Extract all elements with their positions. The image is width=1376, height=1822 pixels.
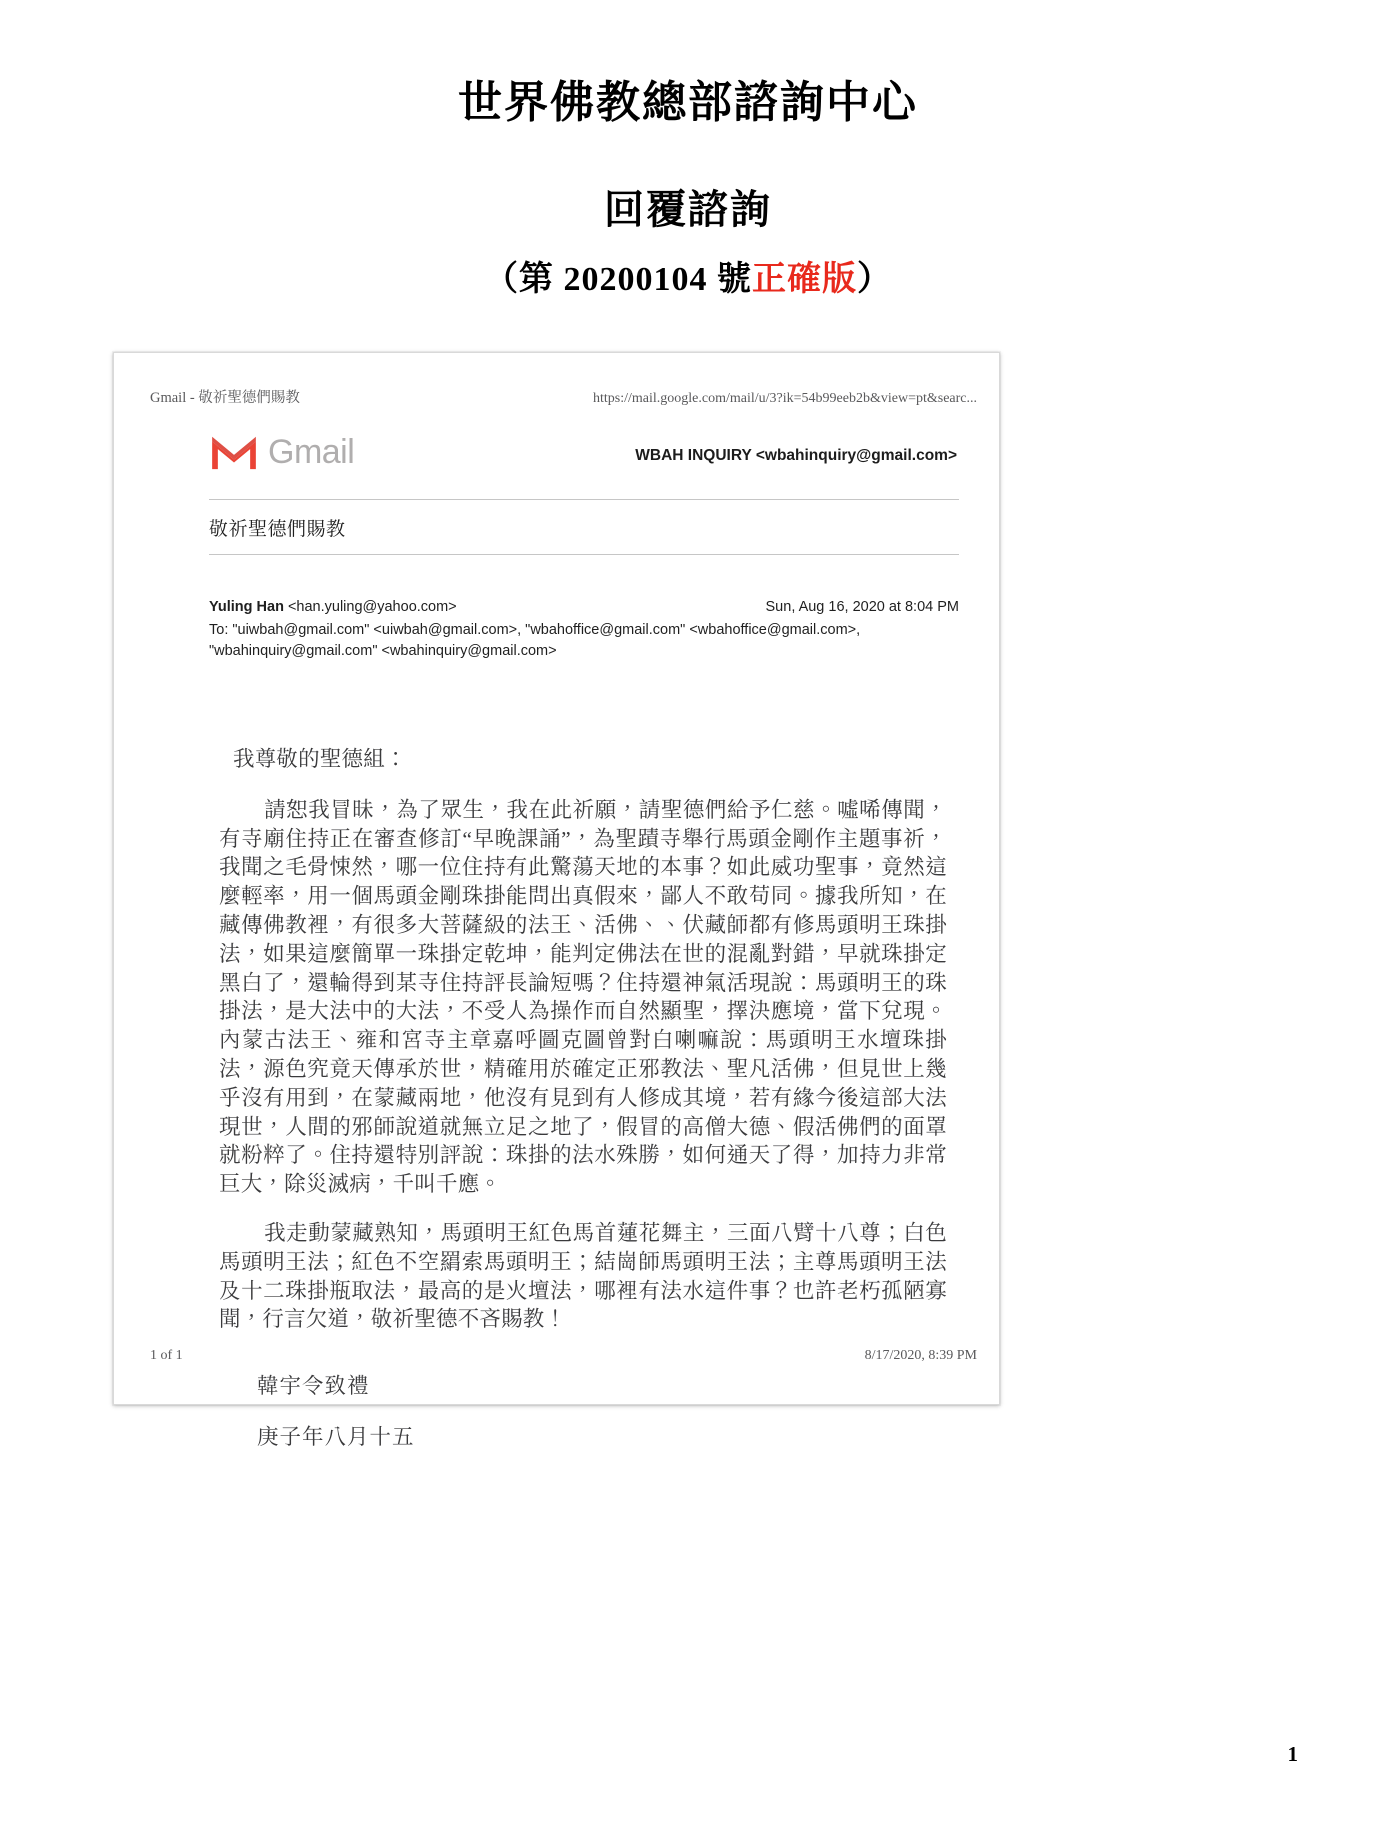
signature-name: 韓宇令致禮 (257, 1374, 370, 1399)
sender-name: Yuling Han (209, 599, 284, 615)
message-date: Sun, Aug 16, 2020 at 8:04 PM (765, 599, 959, 615)
print-footer (150, 1348, 977, 1364)
document-page-number: 1 (1287, 1742, 1298, 1766)
sender-address: <han.yuling@yahoo.com> (287, 599, 457, 615)
signature-date: 庚子年八月十五 (257, 1424, 415, 1449)
gmail-m-icon (209, 433, 259, 471)
document-header (0, 0, 1376, 300)
print-header-url: https://mail.google.com/mail/u/3?ik=54b99eeb2b&view=pt&searc... (593, 391, 977, 406)
document-number-highlight: 正確版 (752, 260, 857, 298)
document-number-line (0, 251, 1376, 300)
email-body (219, 745, 947, 1474)
email-subject: 敬祈聖德們賜教 (209, 519, 346, 540)
divider-under-subject (209, 554, 959, 555)
scanned-email-page (113, 352, 1000, 1449)
gmail-header-row (209, 433, 959, 487)
print-header (150, 386, 977, 407)
recipients-line-1: To: "uiwbah@gmail.com" <uiwbah@gmail.com>, "wbahoffice@gmail.com" <wbahoffice@gmail.com>, (209, 621, 861, 638)
divider-top (209, 499, 959, 500)
document-number-suffix: ） (857, 260, 892, 298)
body-paragraph-1: 請恕我冒昧，為了眾生，我在此祈願，請聖德們給予仁慈。噓唏傳聞，有寺廟住持正在審查修訂“早晚課誦”，為聖蹟寺舉行馬頭金剛作主題事祈，我聞之毛骨悚然，哪一位住持有此驚蕩天地的本事？如此威功聖事，竟然這麼輕率，用一個馬頭金剛珠掛能問出真假來，鄙人不敢苟同。據我所知，在藏傳佛教裡，有很多大菩薩級的法王、活佛、、伏藏師都有修馬頭明王珠掛法，如果這麼簡單一珠掛定乾坤，能判定佛法在世的混亂對錯，早就珠掛定黑白了，還輪得到某寺住持評長論短嗎？住持還神氣活現說：馬頭明王的珠掛法，是大法中的大法，不受人為操作而自然顯聖，擇決應境，當下兌現。內蒙古法王、雍和宮寺主章嘉呼圖克圖曾對白喇嘛說：馬頭明王水壇珠掛法，源色究竟天傳承於世，精確用於確定正邪教法、聖凡活佛，但見世上幾乎沒有用到，在蒙藏兩地，他沒有見到有人修成其境，若有緣今後這部大法現世，人間的邪師說道就無立足之地了，假冒的高僧大德、假活佛們的面罩就粉粹了。住持還特別評說：珠掛的法水殊勝，如何通天了得，加持力非常巨大，除災滅病，千叫千應。 (219, 797, 947, 1197)
gmail-logo (209, 433, 354, 471)
account-label: WBAH INQUIRY <wbahinquiry@gmail.com> (635, 447, 957, 464)
signature-block (219, 1372, 947, 1452)
print-header-title: Gmail - 敬祈聖德們賜教 (150, 390, 300, 406)
print-footer-pagecount: 1 of 1 (150, 1348, 183, 1363)
print-footer-timestamp: 8/17/2020, 8:39 PM (864, 1348, 977, 1363)
recipients-line-2: "wbahinquiry@gmail.com" <wbahinquiry@gmail.com> (209, 643, 557, 660)
page-title: 世界佛教總部諮詢中心 (458, 78, 918, 127)
document-number-prefix: （第 20200104 號 (484, 260, 752, 298)
page-subtitle: 回覆諮詢 (604, 186, 772, 232)
sender-row (209, 597, 959, 618)
sender-info (209, 597, 457, 618)
subject-section (209, 499, 959, 555)
body-paragraph-2: 我走動蒙藏熟知，馬頭明王紅色馬首蓮花舞主，三面八臂十八尊；白色馬頭明王法；紅色不空羂索馬頭明王；結崗師馬頭明王法；主尊馬頭明王法及十二珠掛瓶取法，最高的是火壇法，哪裡有法水這件事？也許老朽孤陋寡聞，行言欠道，敬祈聖德不吝賜教！ (219, 1220, 947, 1332)
email-metadata (209, 597, 959, 662)
gmail-wordmark: Gmail (268, 433, 355, 471)
body-greeting: 我尊敬的聖德組： (233, 747, 407, 771)
